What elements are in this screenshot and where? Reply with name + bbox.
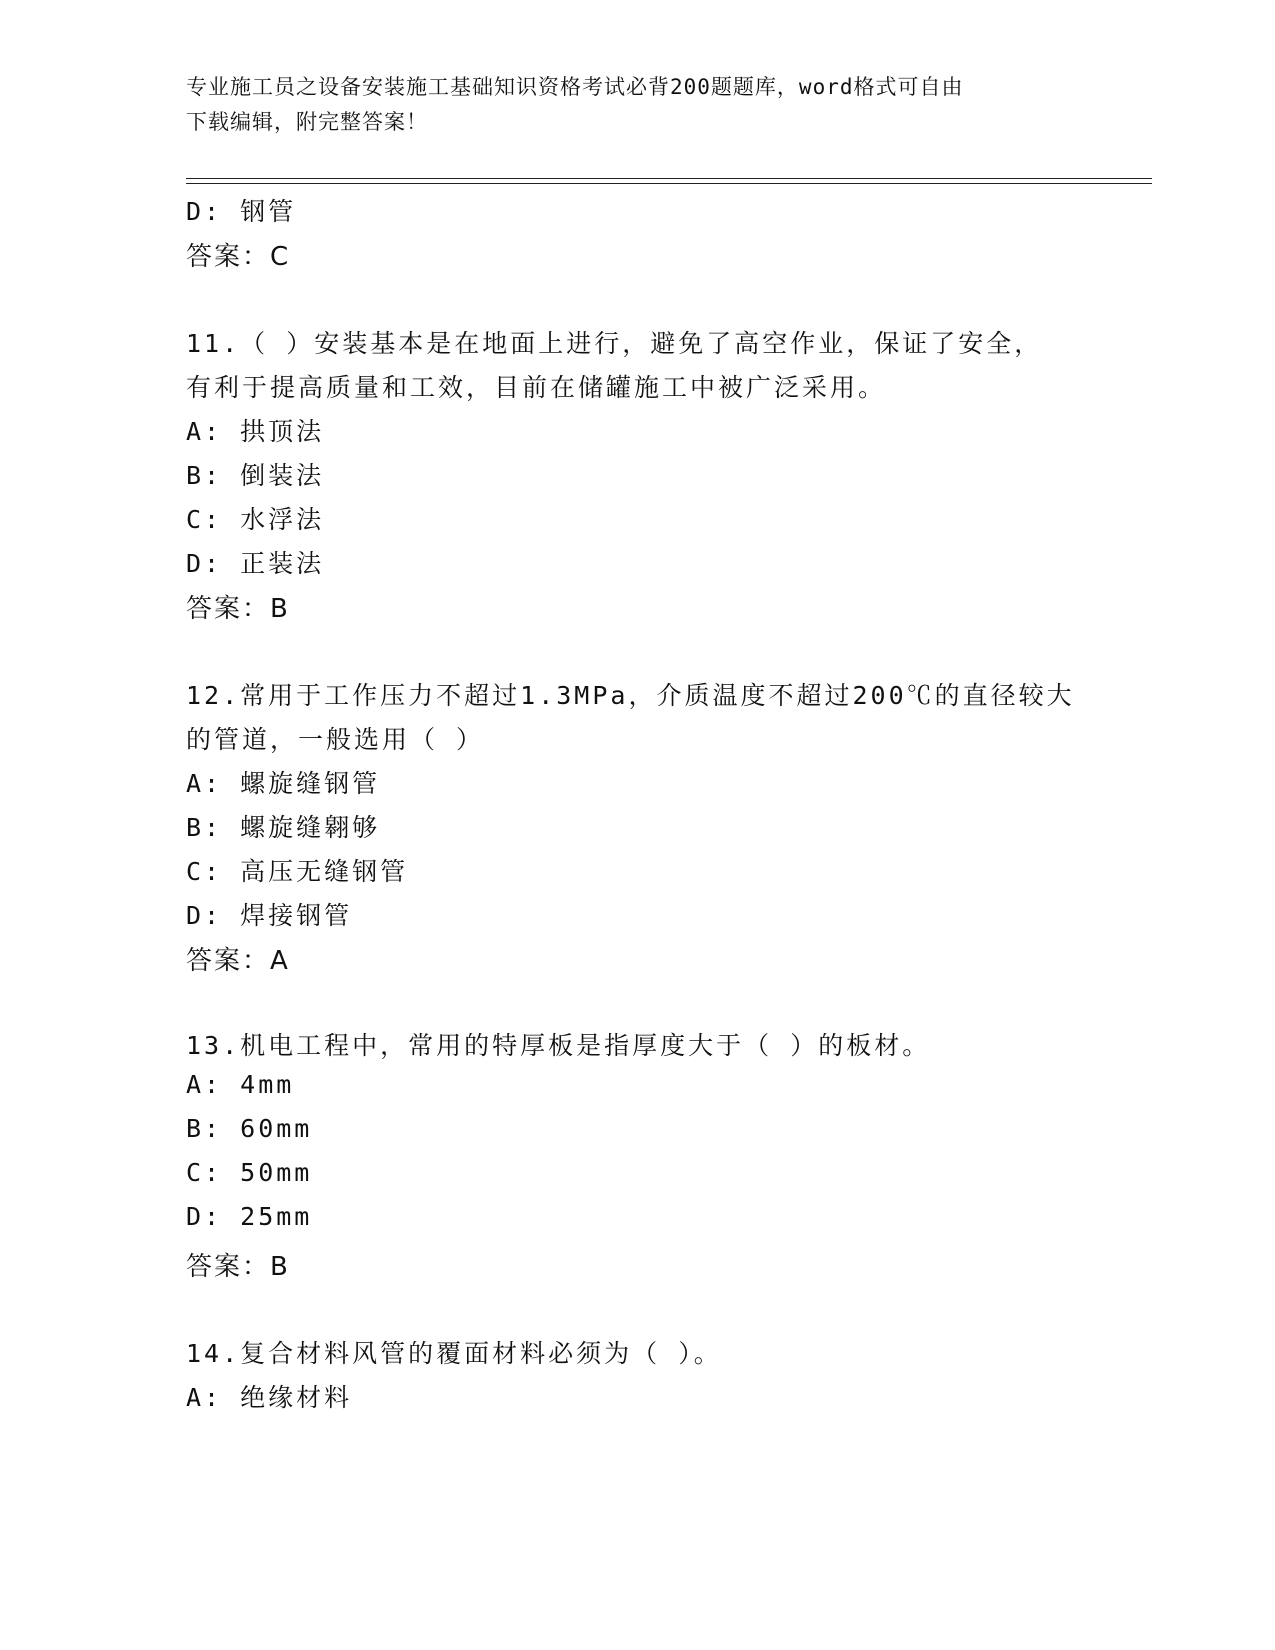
header-divider-top — [186, 178, 1152, 179]
q14-stem: 14.复合材料风管的覆面材料必须为（ ）。 — [186, 1339, 722, 1368]
q11-option-b: B: 倒装法 — [186, 461, 325, 490]
q12-stem-line-1: 12.常用于工作压力不超过1.3MPa，介质温度不超过200℃的直径较大 — [186, 681, 1075, 710]
q13-answer: 答案：B — [186, 1252, 290, 1282]
q11-option-c: C: 水浮法 — [186, 505, 325, 534]
q12-option-c: C: 高压无缝钢管 — [186, 857, 409, 886]
q11-stem-line-1: 11.（ ）安装基本是在地面上进行，避免了高空作业，保证了安全， — [186, 329, 1043, 358]
document-header — [186, 70, 1086, 140]
q11-stem-line-2: 有利于提高质量和工效，目前在储罐施工中被广泛采用。 — [186, 373, 887, 402]
q10-option-d: D: 钢管 — [186, 197, 297, 226]
q13-option-c: C: 50mm — [186, 1158, 313, 1187]
q11-option-d: D: 正装法 — [186, 549, 325, 578]
header-divider-bottom — [186, 183, 1152, 184]
q12-stem-line-2: 的管道，一般选用（ ） — [186, 725, 485, 754]
q13-stem: 13.机电工程中，常用的特厚板是指厚度大于（ ）的板材。 — [186, 1031, 931, 1060]
q10-answer: 答案：C — [186, 242, 291, 272]
q12-option-b: B: 螺旋缝翱够 — [186, 813, 381, 842]
header-line-1: 专业施工员之设备安装施工基础知识资格考试必背200题题库，word格式可自由 — [186, 75, 964, 99]
q12-option-d: D: 焊接钢管 — [186, 901, 353, 930]
header-line-2: 下载编辑，附完整答案！ — [186, 110, 428, 134]
q13-option-a: A: 4mm — [186, 1070, 295, 1099]
q11-answer: 答案：B — [186, 594, 290, 624]
q13-option-d: D: 25mm — [186, 1202, 313, 1231]
q12-option-a: A: 螺旋缝钢管 — [186, 769, 381, 798]
q14-option-a: A: 绝缘材料 — [186, 1383, 353, 1412]
q12-answer: 答案：A — [186, 946, 290, 976]
q13-option-b: B: 60mm — [186, 1114, 313, 1143]
q11-option-a: A: 拱顶法 — [186, 417, 325, 446]
